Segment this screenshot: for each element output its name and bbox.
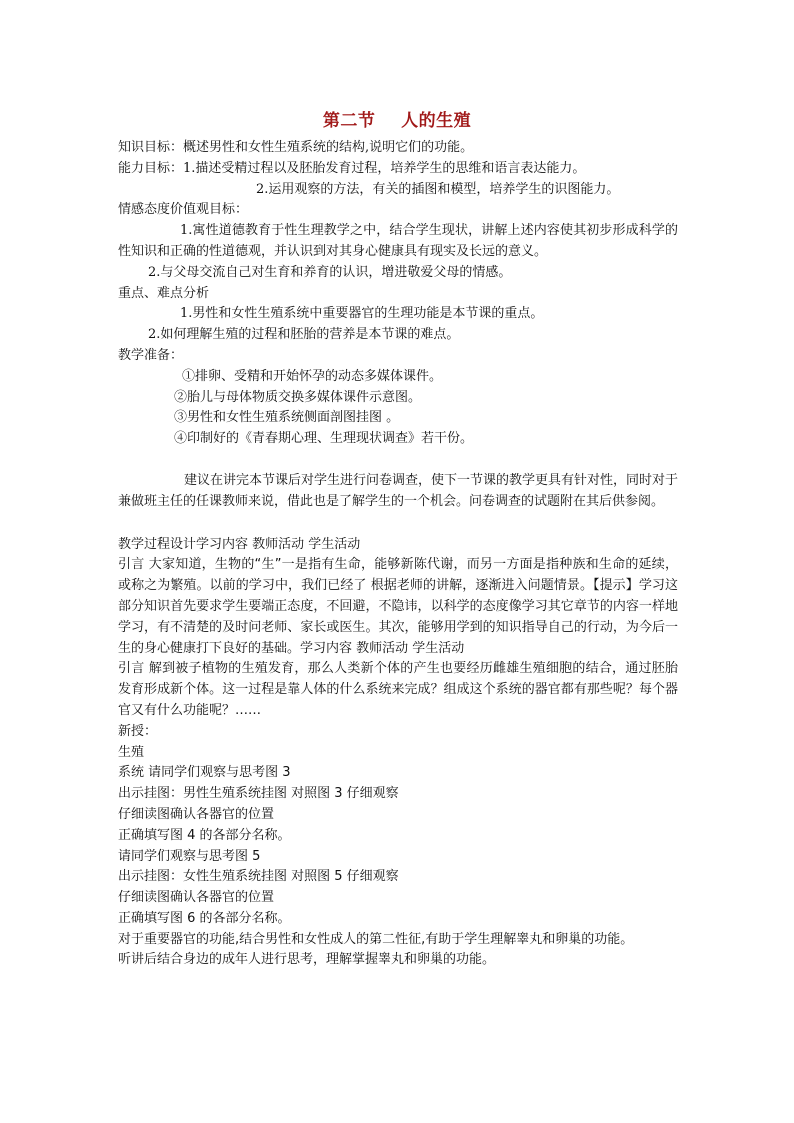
process-line: 正确填写图 6 的各部分名称。 (118, 910, 291, 926)
process-line: 出示挂图：女性生殖系统挂图 对照图 5 仔细观察 (118, 869, 399, 885)
process-line: 仔细读图确认各器官的位置 (118, 890, 275, 906)
process-line: 听讲后结合身边的成年人进行思考，理解掌握睾丸和卵巢的功能。 (118, 952, 496, 968)
process-heading: 教学过程设计学习内容 教师活动 学生活动 (118, 536, 361, 552)
process-line: 仔细读图确认各器官的位置 (118, 806, 275, 822)
spacer (118, 513, 678, 535)
process-line: 请同学们观察与思考图 5 (118, 848, 261, 864)
emotion-objective-1: 1.寓性道德教育于性生理教学之中，结合学生现状，讲解上述内容使其初步形成科学的性知识和正确的性道德观，并认识到对其身心健康具有现实及长远的意义。 (118, 223, 678, 259)
ability-objective-1: 能力目标：1.描述受精过程以及胚胎发育过程，培养学生的思维和语言表达能力。 (118, 160, 586, 176)
suggestion-paragraph: 建议在讲完本节课后对学生进行问卷调查，使下一节课的教学更具有针对性，同时对于兼做班主任的任课教师来说，借此也是了解学生的一个机会。问卷调查的试题附在其后供参阅。 (118, 472, 679, 509)
preparation-item: ①排卵、受精和开始怀孕的动态多媒体课件。 (182, 368, 443, 384)
preparation-item: ②胎儿与母体物质交换多媒体课件示意图。 (174, 389, 422, 405)
process-line: 对于重要器官的功能,结合男性和女性成人的第二性征,有助于学生理解睾丸和卵巢的功能。 (118, 931, 634, 947)
preparation-heading: 教学准备： (118, 347, 184, 363)
key-point-1: 1.男性和女性生殖系统中重要器官的生理功能是本节课的重点。 (180, 306, 544, 322)
document-body (118, 138, 678, 971)
process-line: 系统 请同学们观察与思考图 3 (118, 765, 291, 781)
process-line: 出示挂图：男性生殖系统挂图 对照图 3 仔细观察 (118, 786, 399, 802)
ability-objective-2: 2.运用观察的方法，有关的插图和模型，培养学生的识图能力。 (256, 181, 620, 197)
key-points-heading: 重点、难点分析 (118, 285, 210, 301)
process-intro-paragraph: 引言 大家知道，生物的“生”一是指有生命，能够新陈代谢，而另一方面是指种族和生命的延续，或称之为繁殖。以前的学习中，我们已经了 根据老师的讲解，逐渐进入问题情景。【提示】学习这部分知识首先要求学生要端正态度，不回避，不隐讳，以科学的态度像学习其它章节的内容一样地学习，有不清楚的及时问老师、家长或医生。其次，能够用学到的知识指导自己的行动，为今后一生的身心健康打下良好的基础。学习内容 教师活动 学生活动 (118, 557, 678, 656)
knowledge-objective: 知识目标：概述男性和女性生殖系统的结构,说明它们的功能。 (118, 140, 474, 155)
process-line: 正确填写图 4 的各部分名称。 (118, 827, 291, 843)
process-intro-paragraph: 引言 解到被子植物的生殖发育，那么人类新个体的产生也要经历雌雄生殖细胞的结合，通过胚胎发育形成新个体。这一过程是靠人体的什么系统来完成？组成这个系统的器官都有那些呢？每个器官又有什么功能呢？…… (118, 661, 678, 718)
preparation-item: ④印制好的《青春期心理、生理现状调查》若干份。 (174, 431, 474, 447)
preparation-item: ③男性和女性生殖系统侧面剖图挂图 。 (174, 410, 400, 426)
key-point-2: 2.如何理解生殖的过程和胚胎的营养是本节课的难点。 (148, 327, 460, 343)
emotion-objective-2: 2.与父母交流自己对生育和养育的认识，增进敬爱父母的情感。 (148, 264, 512, 280)
page-title: 第二节 人的生殖 (322, 111, 472, 131)
spacer (118, 450, 678, 471)
emotion-objective-heading: 情感态度价值观目标： (118, 202, 249, 218)
process-line: 新授： (118, 723, 158, 739)
process-line: 生殖 (118, 744, 145, 760)
